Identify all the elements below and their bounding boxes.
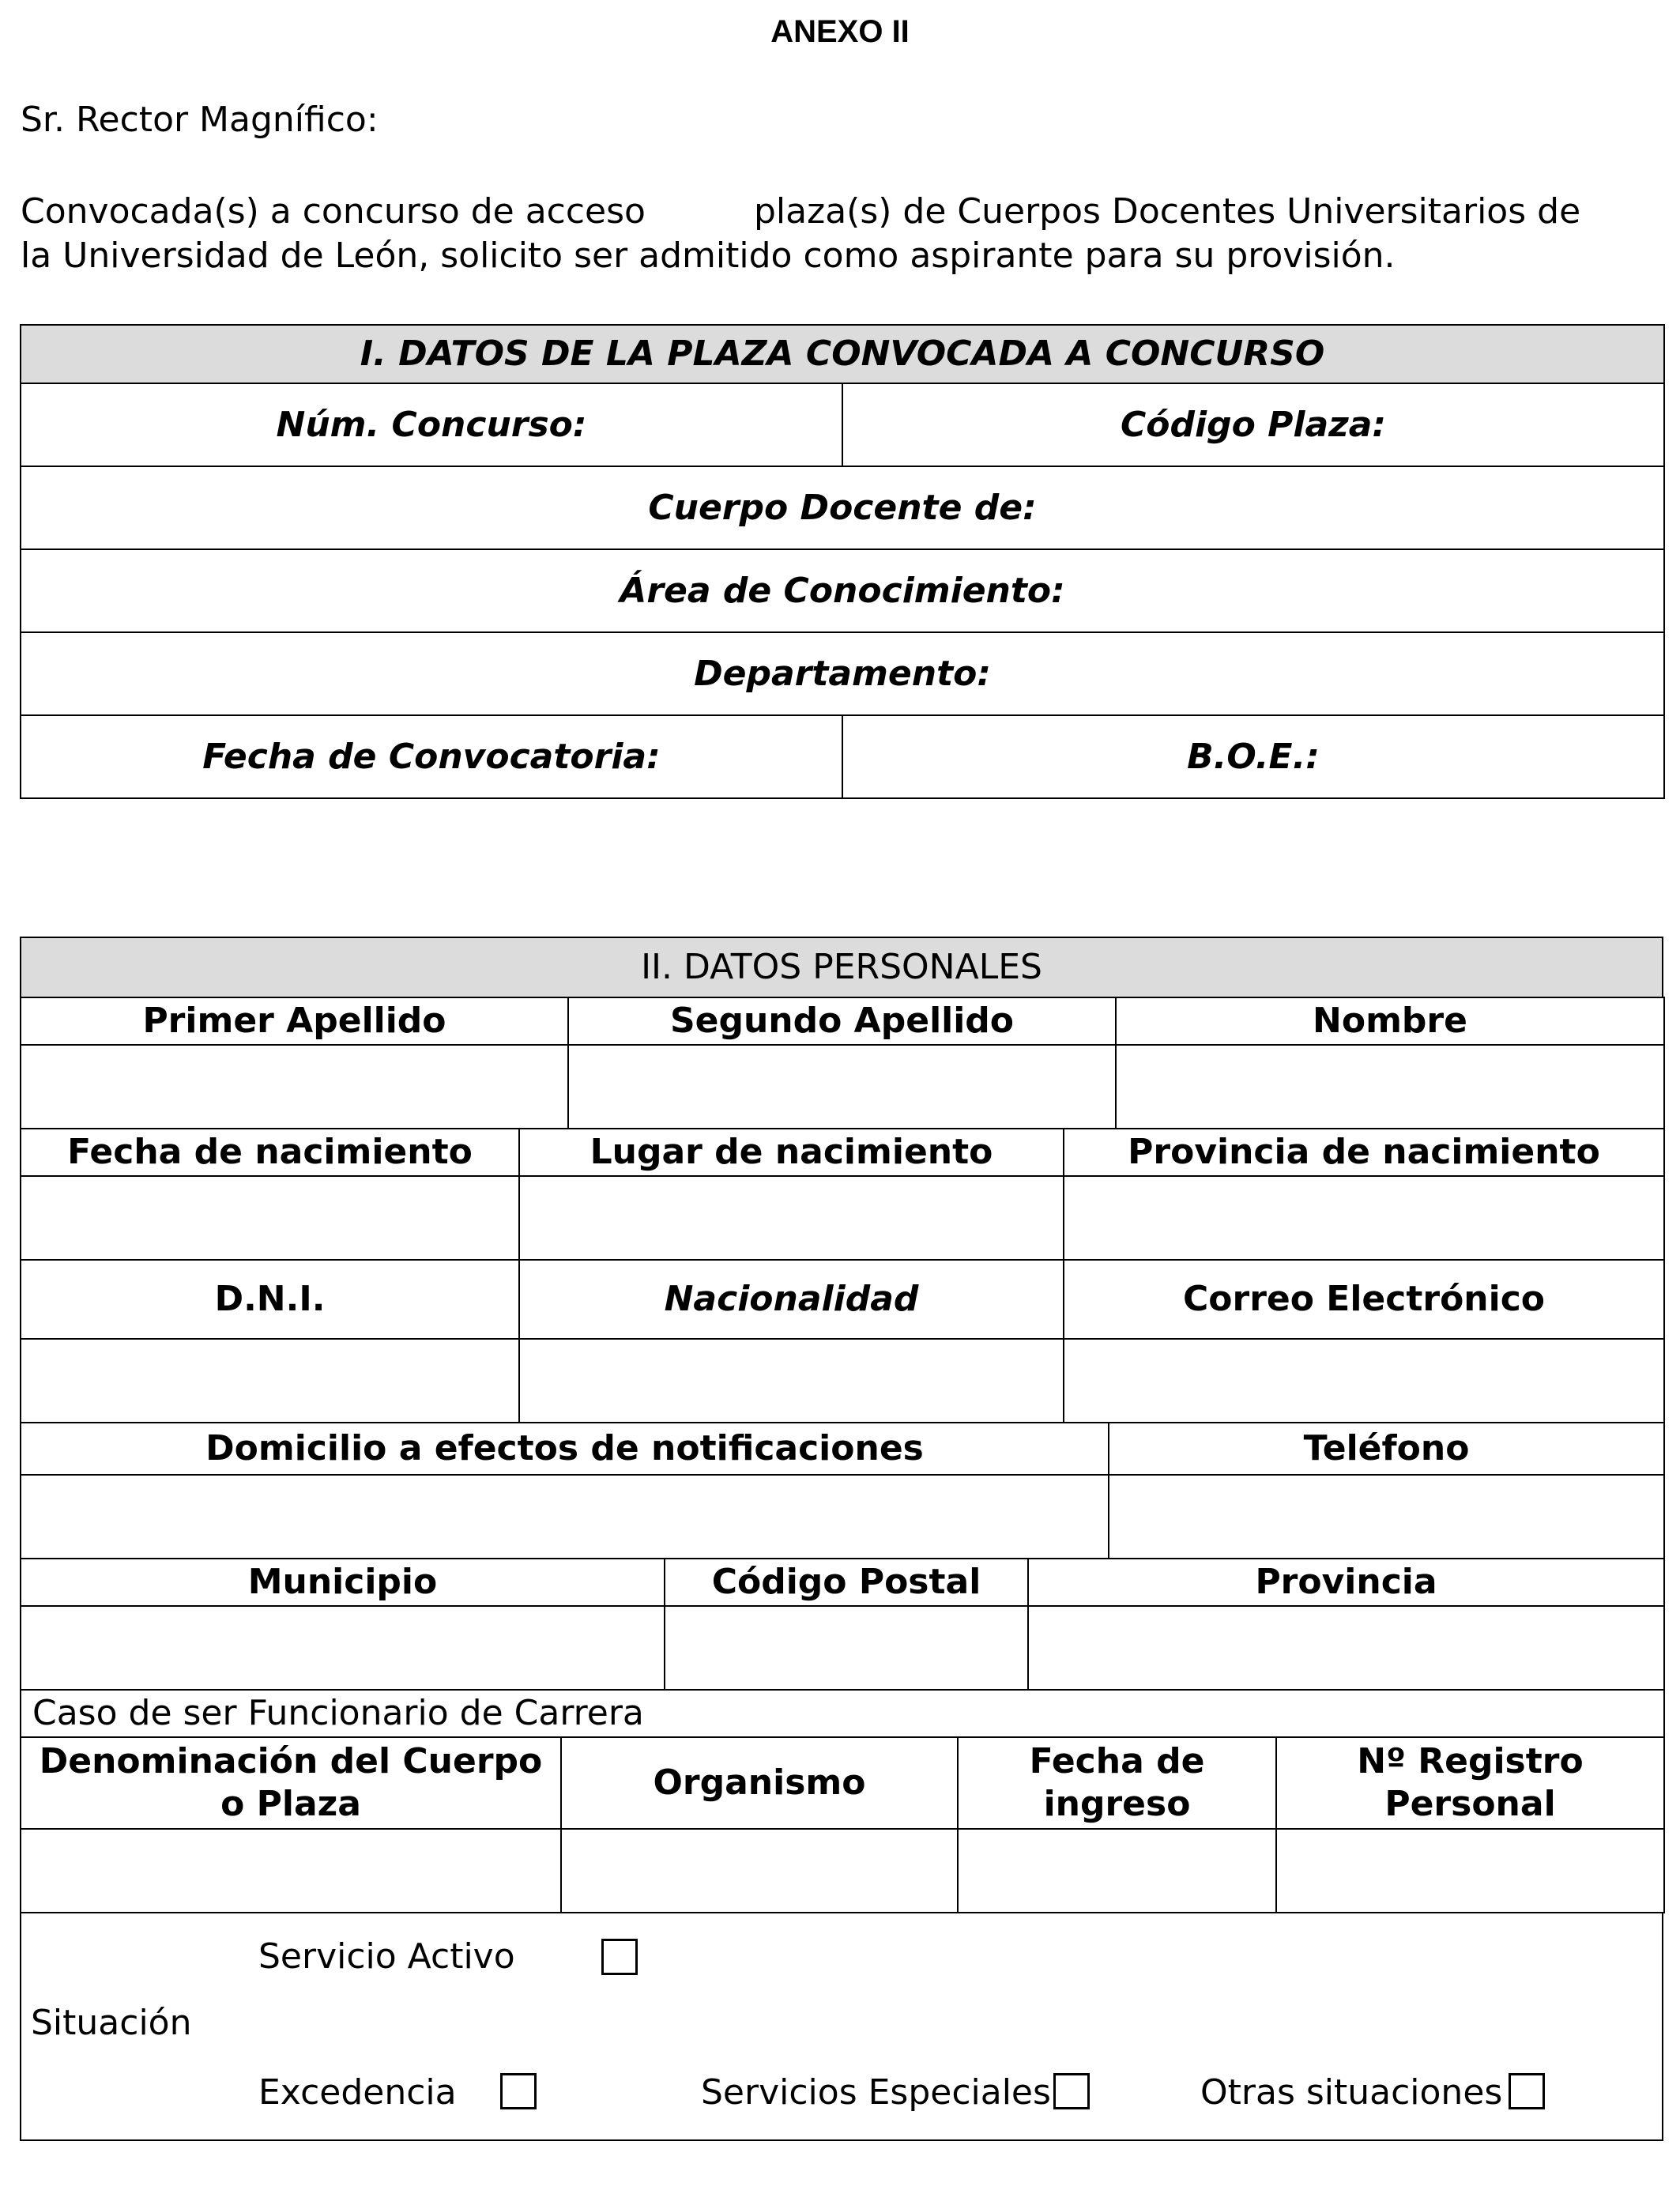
- section2: [20, 937, 1663, 2141]
- nacionalidad-label: Nacionalidad: [519, 1260, 1064, 1339]
- otras-situaciones-checkbox[interactable]: [1509, 2073, 1545, 2109]
- situacion-table: [20, 1912, 1663, 2141]
- dni-label: D.N.I.: [21, 1260, 519, 1339]
- lugar-nacimiento-label: Lugar de nacimiento: [519, 1129, 1064, 1176]
- funcionario-table: [20, 1689, 1665, 1913]
- municipio-label: Municipio: [21, 1559, 665, 1606]
- correo-label: Correo Electrónico: [1064, 1260, 1664, 1339]
- situacion-cell: [21, 1913, 1663, 2140]
- lugar-nacimiento-input[interactable]: [519, 1176, 1064, 1260]
- intro-line1-a: Convocada(s) a concurso de acceso: [21, 191, 646, 232]
- departamento-field[interactable]: Departamento:: [21, 632, 1664, 715]
- registro-input[interactable]: [1276, 1829, 1664, 1913]
- address-table: [20, 1422, 1665, 1559]
- servicios-especiales-label: Servicios Especiales: [701, 2072, 1051, 2113]
- organismo-label: Organismo: [561, 1737, 958, 1829]
- intro-line1-b: plaza(s) de Cuerpos Docentes Universitarios de: [754, 191, 1581, 232]
- fecha-ingreso-label: Fecha de ingreso: [958, 1737, 1276, 1829]
- nombre-input[interactable]: [1116, 1045, 1664, 1129]
- location-table: [20, 1558, 1665, 1691]
- registro-label: Nº Registro Personal: [1276, 1737, 1664, 1829]
- boe-field[interactable]: B.O.E.:: [842, 715, 1664, 798]
- cuerpo-docente-field[interactable]: Cuerpo Docente de:: [21, 466, 1664, 549]
- fecha-nacimiento-label: Fecha de nacimiento: [21, 1129, 519, 1176]
- situacion-label: Situación: [31, 2003, 192, 2043]
- dni-input[interactable]: [21, 1339, 519, 1423]
- codigo-postal-input[interactable]: [665, 1606, 1028, 1690]
- funcionario-heading: Caso de ser Funcionario de Carrera: [21, 1690, 1664, 1737]
- domicilio-input[interactable]: [21, 1475, 1109, 1559]
- organismo-input[interactable]: [561, 1829, 958, 1913]
- primer-apellido-label: Primer Apellido: [21, 997, 568, 1045]
- section1-table: [20, 324, 1665, 799]
- section2-title-table: [20, 937, 1663, 998]
- fecha-convocatoria-field[interactable]: Fecha de Convocatoria:: [21, 715, 842, 798]
- servicio-activo-label: Servicio Activo: [258, 1936, 515, 1977]
- domicilio-label: Domicilio a efectos de notificaciones: [21, 1423, 1109, 1475]
- excedencia-label: Excedencia: [258, 2072, 457, 2113]
- codigo-plaza-field[interactable]: Código Plaza:: [842, 383, 1664, 466]
- provincia-label: Provincia: [1028, 1559, 1664, 1606]
- num-concurso-field[interactable]: Núm. Concurso:: [21, 383, 842, 466]
- nacionalidad-input[interactable]: [519, 1339, 1064, 1423]
- codigo-postal-label: Código Postal: [665, 1559, 1028, 1606]
- municipio-input[interactable]: [21, 1606, 665, 1690]
- provincia-nacimiento-label: Provincia de nacimiento: [1064, 1129, 1664, 1176]
- section2-title: II. DATOS PERSONALES: [21, 937, 1663, 997]
- segundo-apellido-label: Segundo Apellido: [568, 997, 1116, 1045]
- provincia-nacimiento-input[interactable]: [1064, 1176, 1664, 1260]
- birth-table: [20, 1128, 1665, 1423]
- otras-situaciones-label: Otras situaciones: [1200, 2072, 1503, 2113]
- fecha-ingreso-input[interactable]: [958, 1829, 1276, 1913]
- telefono-label: Teléfono: [1109, 1423, 1664, 1475]
- servicio-activo-checkbox[interactable]: [601, 1939, 638, 1975]
- fecha-nacimiento-input[interactable]: [21, 1176, 519, 1260]
- denominacion-input[interactable]: [21, 1829, 561, 1913]
- servicios-especiales-checkbox[interactable]: [1053, 2073, 1090, 2109]
- excedencia-checkbox[interactable]: [500, 2073, 537, 2109]
- section1-title: I. DATOS DE LA PLAZA CONVOCADA A CONCURSO: [21, 325, 1664, 383]
- provincia-input[interactable]: [1028, 1606, 1664, 1690]
- names-table: [20, 997, 1665, 1129]
- denominacion-label: Denominación del Cuerpo o Plaza: [21, 1737, 561, 1829]
- primer-apellido-input[interactable]: [21, 1045, 568, 1129]
- intro-line2: la Universidad de León, solicito ser admitido como aspirante para su provisión.: [21, 236, 1396, 276]
- nombre-label: Nombre: [1116, 997, 1664, 1045]
- salutation: Sr. Rector Magnífico:: [21, 100, 379, 140]
- correo-input[interactable]: [1064, 1339, 1664, 1423]
- area-conocimiento-field[interactable]: Área de Conocimiento:: [21, 549, 1664, 632]
- page-title: ANEXO II: [770, 14, 910, 49]
- telefono-input[interactable]: [1109, 1475, 1664, 1559]
- segundo-apellido-input[interactable]: [568, 1045, 1116, 1129]
